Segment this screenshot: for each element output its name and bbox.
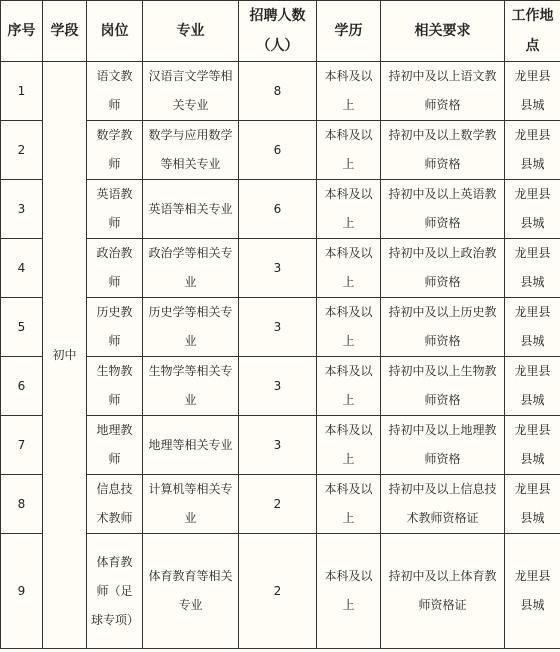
cell-location: 龙里县县城 bbox=[505, 357, 560, 416]
cell-position: 生物教师 bbox=[87, 357, 143, 416]
cell-requirement: 持初中及以上历史教师资格 bbox=[381, 298, 505, 357]
cell-index: 4 bbox=[1, 239, 43, 298]
cell-education: 本科及以上 bbox=[317, 534, 381, 649]
cell-index: 8 bbox=[1, 475, 43, 534]
cell-location: 龙里县县城 bbox=[505, 475, 560, 534]
header-major: 专业 bbox=[143, 1, 239, 62]
cell-education: 本科及以上 bbox=[317, 180, 381, 239]
cell-requirement: 持初中及以上政治教师资格 bbox=[381, 239, 505, 298]
cell-count: 8 bbox=[239, 62, 317, 121]
cell-education: 本科及以上 bbox=[317, 357, 381, 416]
header-row bbox=[1, 1, 560, 62]
cell-major: 英语等相关专业 bbox=[143, 180, 239, 239]
cell-major: 汉语言文学等相关专业 bbox=[143, 62, 239, 121]
cell-major: 历史学等相关专业 bbox=[143, 298, 239, 357]
cell-major: 数学与应用数学等相关专业 bbox=[143, 121, 239, 180]
cell-major: 地理等相关专业 bbox=[143, 416, 239, 475]
cell-count: 3 bbox=[239, 416, 317, 475]
cell-index: 1 bbox=[1, 62, 43, 121]
cell-major: 计算机等相关专业 bbox=[143, 475, 239, 534]
cell-education: 本科及以上 bbox=[317, 239, 381, 298]
cell-count: 2 bbox=[239, 475, 317, 534]
cell-position: 英语教师 bbox=[87, 180, 143, 239]
header-stage: 学段 bbox=[43, 1, 87, 62]
cell-position: 历史教师 bbox=[87, 298, 143, 357]
cell-location: 龙里县县城 bbox=[505, 298, 560, 357]
cell-education: 本科及以上 bbox=[317, 416, 381, 475]
cell-requirement: 持初中及以上信息技术教师资格证 bbox=[381, 475, 505, 534]
cell-education: 本科及以上 bbox=[317, 298, 381, 357]
cell-requirement: 持初中及以上数学教师资格 bbox=[381, 121, 505, 180]
cell-count: 2 bbox=[239, 534, 317, 649]
cell-position: 语文教师 bbox=[87, 62, 143, 121]
cell-position: 体育教师（足球专项） bbox=[87, 534, 143, 649]
cell-count: 3 bbox=[239, 239, 317, 298]
cell-requirement: 持初中及以上地理教师资格 bbox=[381, 416, 505, 475]
cell-requirement: 持初中及以上体育教师资格证 bbox=[381, 534, 505, 649]
cell-index: 6 bbox=[1, 357, 43, 416]
cell-count: 6 bbox=[239, 121, 317, 180]
cell-position: 地理教师 bbox=[87, 416, 143, 475]
header-index: 序号 bbox=[1, 1, 43, 62]
cell-position: 数学教师 bbox=[87, 121, 143, 180]
cell-location: 龙里县县城 bbox=[505, 534, 560, 649]
cell-index: 5 bbox=[1, 298, 43, 357]
cell-position: 信息技术教师 bbox=[87, 475, 143, 534]
cell-location: 龙里县县城 bbox=[505, 239, 560, 298]
table-body bbox=[1, 62, 560, 649]
cell-index: 9 bbox=[1, 534, 43, 649]
cell-major: 生物学等相关专业 bbox=[143, 357, 239, 416]
header-position: 岗位 bbox=[87, 1, 143, 62]
header-education: 学历 bbox=[317, 1, 381, 62]
cell-requirement: 持初中及以上语文教师资格 bbox=[381, 62, 505, 121]
cell-count: 3 bbox=[239, 357, 317, 416]
cell-index: 7 bbox=[1, 416, 43, 475]
cell-count: 6 bbox=[239, 180, 317, 239]
cell-location: 龙里县县城 bbox=[505, 121, 560, 180]
cell-index: 2 bbox=[1, 121, 43, 180]
cell-education: 本科及以上 bbox=[317, 121, 381, 180]
header-requirement: 相关要求 bbox=[381, 1, 505, 62]
cell-education: 本科及以上 bbox=[317, 62, 381, 121]
cell-location: 龙里县县城 bbox=[505, 416, 560, 475]
cell-education: 本科及以上 bbox=[317, 475, 381, 534]
cell-stage: 初中 bbox=[43, 62, 87, 649]
cell-location: 龙里县县城 bbox=[505, 180, 560, 239]
cell-count: 3 bbox=[239, 298, 317, 357]
cell-requirement: 持初中及以上生物教师资格 bbox=[381, 357, 505, 416]
cell-major: 体育教育等相关专业 bbox=[143, 534, 239, 649]
table-row bbox=[1, 62, 560, 121]
header-location: 工作地点 bbox=[505, 1, 560, 62]
cell-major: 政治学等相关专业 bbox=[143, 239, 239, 298]
cell-location: 龙里县县城 bbox=[505, 62, 560, 121]
cell-requirement: 持初中及以上英语教师资格 bbox=[381, 180, 505, 239]
header-count: 招聘人数（人） bbox=[239, 1, 317, 62]
cell-index: 3 bbox=[1, 180, 43, 239]
cell-position: 政治教师 bbox=[87, 239, 143, 298]
